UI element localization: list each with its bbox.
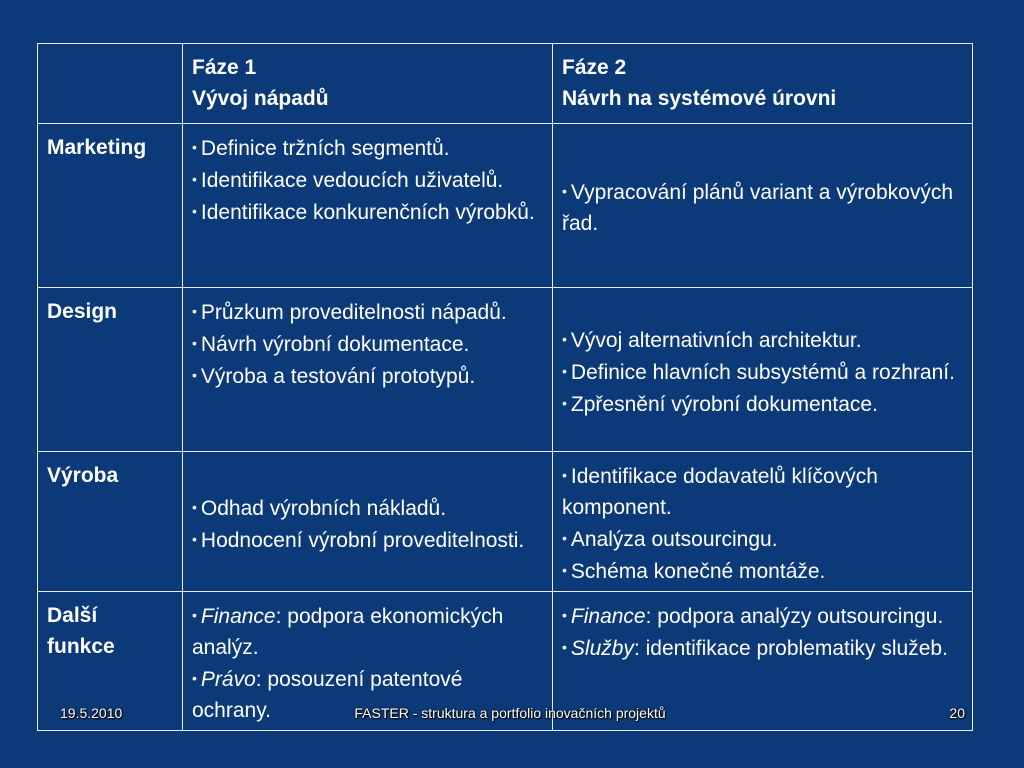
bullet-icon: • — [192, 367, 197, 383]
bullet-icon: • — [562, 394, 567, 411]
term-finance: Finance — [570, 605, 646, 628]
table-header-row — [38, 44, 973, 124]
row-header-vyroba: Výroba — [38, 452, 183, 592]
cell-design-phase-2 — [553, 288, 973, 452]
bullet-icon: • — [562, 330, 567, 347]
list-item: • Definice hlavních subsystémů a rozhraní. — [562, 360, 955, 384]
bullet-icon: • — [562, 562, 567, 578]
column-header-phase-2 — [553, 44, 973, 124]
bullet-icon: • — [192, 171, 197, 187]
term-sluzby: Služby — [570, 637, 634, 660]
term-pravo: Právo — [200, 668, 256, 691]
table-row-vyroba — [38, 452, 973, 592]
bullet-icon: • — [562, 183, 567, 199]
table-row-marketing — [38, 124, 973, 288]
row-header-marketing: Marketing — [38, 124, 183, 288]
bullet-icon: • — [192, 670, 197, 686]
bullet-icon: • — [562, 639, 567, 655]
list-item: • Identifikace konkurenčních výrobků. — [192, 201, 535, 224]
list-item: • Hodnocení výrobní proveditelnosti. — [192, 528, 525, 552]
list-item: • Právo: posouzení patentové ochrany. — [192, 668, 463, 722]
cell-marketing-phase-2 — [553, 124, 973, 288]
phase-1-title: Fáze 1 — [192, 56, 257, 79]
list-item: • Odhad výrobních nákladů. — [192, 496, 447, 520]
phase-2-subtitle: Návrh na systémové úrovni — [562, 87, 837, 110]
term-finance: Finance — [200, 605, 276, 628]
row-header-dalsi-funkce: Další funkce — [38, 592, 183, 731]
bullet-icon: • — [192, 335, 197, 351]
list-item: • Schéma konečné montáže. — [562, 560, 826, 583]
bullet-icon: • — [192, 303, 197, 319]
list-item: • Vypracování plánů variant a výrobkových řad. — [562, 181, 953, 235]
cell-marketing-phase-1 — [183, 124, 553, 288]
cell-design-phase-1 — [183, 288, 553, 452]
bullet-icon: • — [562, 467, 567, 483]
bullet-icon: • — [192, 498, 197, 515]
list-item: • Výroba a testování prototypů. — [192, 365, 476, 388]
bullet-icon: • — [192, 607, 197, 623]
footer-date: 19.5.2010 — [60, 705, 123, 721]
list-item: • Finance: podpora analýzy outsourcingu. — [562, 605, 944, 628]
bullet-icon: • — [192, 530, 197, 547]
bullet-icon: • — [192, 203, 197, 219]
bullet-icon: • — [562, 530, 567, 546]
table-row-design — [38, 288, 973, 452]
column-header-phase-1 — [183, 44, 553, 124]
footer-title: FASTER - struktura a portfolio inovačních projektů — [354, 705, 666, 721]
cell-vyroba-phase-2 — [553, 452, 973, 592]
list-item: • Finance: podpora ekonomických analýz. — [192, 605, 504, 659]
cell-vyroba-phase-1 — [183, 452, 553, 592]
list-item: • Služby: identifikace problematiky služeb. — [562, 637, 948, 660]
bullet-icon: • — [192, 139, 197, 155]
bullet-icon: • — [562, 362, 567, 379]
list-item: • Identifikace vedoucích uživatelů. — [192, 169, 504, 192]
list-item: • Vývoj alternativních architektur. — [562, 328, 862, 352]
table-corner-cell — [38, 44, 183, 124]
row-header-design: Design — [38, 288, 183, 452]
bullet-icon: • — [562, 607, 567, 623]
list-item: • Průzkum proveditelnosti nápadů. — [192, 301, 507, 324]
phase-2-title: Fáze 2 — [562, 56, 627, 79]
phase-1-subtitle: Vývoj nápadů — [192, 87, 329, 110]
list-item: • Zpřesnění výrobní dokumentace. — [562, 392, 878, 416]
list-item: • Analýza outsourcingu. — [562, 528, 778, 551]
phase-function-table — [37, 43, 973, 731]
list-item: • Návrh výrobní dokumentace. — [192, 333, 470, 356]
list-item: • Definice tržních segmentů. — [192, 137, 450, 160]
footer-page-number: 20 — [949, 705, 965, 721]
list-item: • Identifikace dodavatelů klíčových komponent. — [562, 465, 878, 519]
